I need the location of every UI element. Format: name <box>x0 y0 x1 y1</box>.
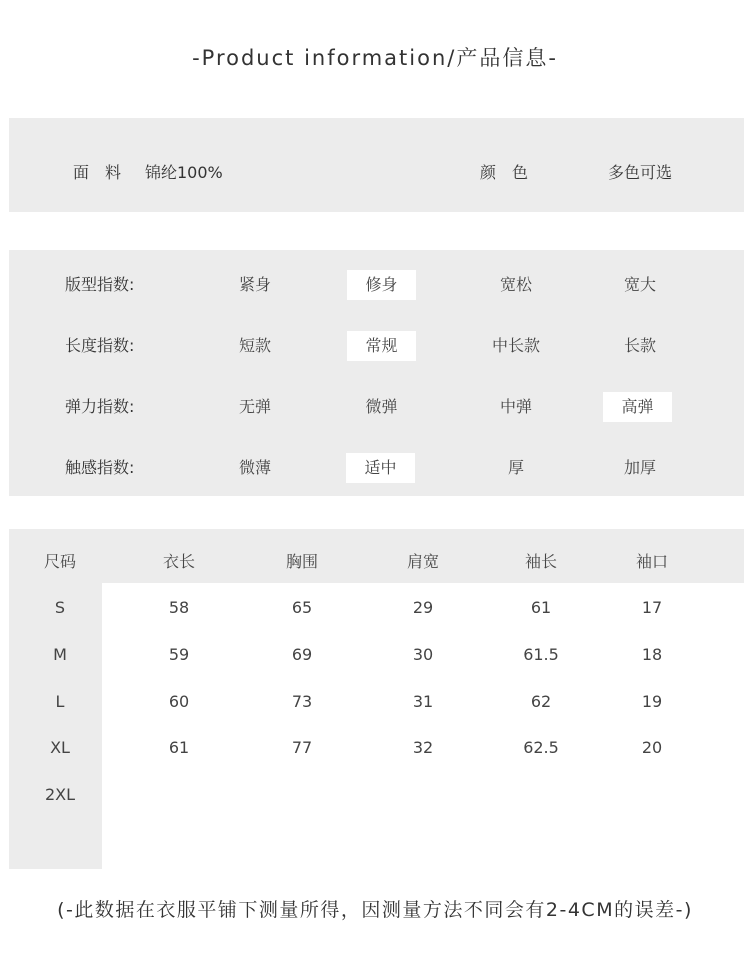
index-option-selected: 常规 <box>347 331 416 361</box>
index-option: 长款 <box>623 336 656 355</box>
bust-header: 胸围 <box>285 552 318 571</box>
table-cell-size: L <box>55 692 65 711</box>
index-option-selected: 适中 <box>346 453 415 483</box>
index-option: 短款 <box>238 336 271 355</box>
index-option: 无弹 <box>238 397 271 416</box>
index-option: 加厚 <box>623 458 656 477</box>
index-option: 厚 <box>507 458 524 477</box>
index-option: 宽大 <box>623 275 656 294</box>
table-cell: 31 <box>412 692 434 711</box>
table-cell-size: 2XL <box>44 785 76 804</box>
table-cell: 61 <box>530 598 552 617</box>
index-option: 宽松 <box>499 275 532 294</box>
index-row-label: 触感指数: <box>65 458 135 477</box>
table-cell: 20 <box>641 738 663 757</box>
size-table-column-bg <box>9 583 102 869</box>
index-option: 紧身 <box>238 275 271 294</box>
index-grid <box>9 250 744 496</box>
table-cell: 62.5 <box>523 738 559 757</box>
table-cell-size: S <box>54 598 66 617</box>
table-cell: 61.5 <box>523 645 559 664</box>
table-cell: 60 <box>168 692 190 711</box>
index-option: 微薄 <box>238 458 271 477</box>
cuff-header: 袖口 <box>635 552 668 571</box>
table-cell: 30 <box>412 645 434 664</box>
table-cell: 73 <box>291 692 313 711</box>
material-panel <box>9 118 744 212</box>
table-cell: 18 <box>641 645 663 664</box>
table-cell: 58 <box>168 598 190 617</box>
table-cell: 62 <box>530 692 552 711</box>
index-option: 中长款 <box>491 336 540 355</box>
table-cell-size: M <box>53 645 67 664</box>
index-option: 中弹 <box>499 397 532 416</box>
index-option-selected: 高弹 <box>603 392 672 422</box>
index-row-label: 版型指数: <box>65 275 135 294</box>
table-cell: 65 <box>291 598 313 617</box>
table-cell: 77 <box>291 738 313 757</box>
index-option-selected: 修身 <box>347 270 416 300</box>
index-row-label: 弹力指数: <box>65 397 135 416</box>
fabric-label: 面 料 <box>73 163 122 182</box>
page-title: -Product information/产品信息- <box>192 46 558 70</box>
sleeve-length-header: 袖长 <box>524 552 557 571</box>
table-cell: 59 <box>168 645 190 664</box>
table-cell: 61 <box>168 738 190 757</box>
table-cell: 19 <box>641 692 663 711</box>
measurement-note: (-此数据在衣服平铺下测量所得，因测量方法不同会有2-4CM的误差-) <box>57 899 693 921</box>
index-option: 微弹 <box>365 397 398 416</box>
table-cell: 29 <box>412 598 434 617</box>
table-cell: 69 <box>291 645 313 664</box>
color-value: 多色可选 <box>608 163 673 182</box>
size-header: 尺码 <box>43 552 76 571</box>
table-cell: 17 <box>641 598 663 617</box>
shoulder-header: 肩宽 <box>406 552 439 571</box>
length-header: 衣长 <box>162 552 195 571</box>
table-cell: 32 <box>412 738 434 757</box>
fabric-value: 锦纶100% <box>145 163 223 182</box>
table-cell-size: XL <box>50 738 70 757</box>
index-row-label: 长度指数: <box>65 336 135 355</box>
color-label: 颜 色 <box>480 163 529 182</box>
